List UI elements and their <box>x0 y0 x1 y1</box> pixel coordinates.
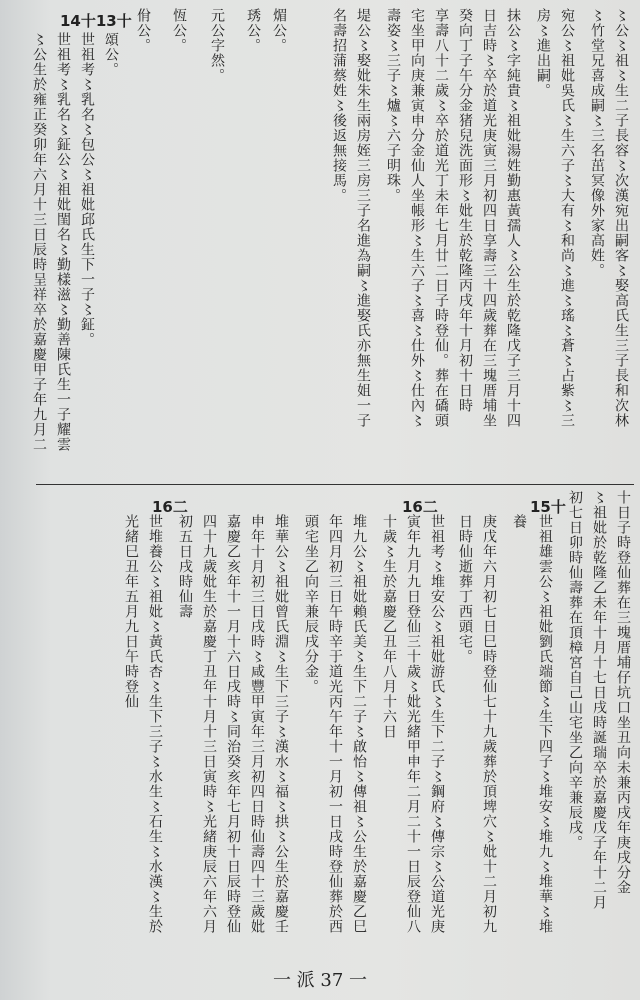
text-column: 十歲〻生於嘉慶乙丑年八月十六日 <box>381 514 397 739</box>
page-number: 一 派 37 一 <box>272 970 368 991</box>
text-column: 養 <box>511 514 527 529</box>
generation-marker: 15十 <box>530 498 566 516</box>
text-column: 光緒巳丑年五月九日午時登仙 <box>123 514 139 709</box>
section-divider <box>36 484 634 485</box>
text-column: 煝公。 <box>271 8 287 53</box>
text-column: 名壽招蒲蔡姓〻後返無接馬。 <box>331 8 347 203</box>
generation-marker: 16二 <box>402 498 438 516</box>
text-column: 世祖考〻乳名〻包公〻祖妣邱氏生下一子〻鉦。 <box>79 32 95 347</box>
generation-marker: 16二 <box>152 498 188 516</box>
text-column: 壽姿〻三子〻爐〻六子明珠。 <box>385 8 401 203</box>
text-column: 宅坐甲向庚兼寅申分金仙人坐帳形〻生六子〻喜〻仕外〻仕內〻 <box>409 8 425 428</box>
text-column: 申年十月初三日戌時〻咸豐甲寅年三月初四日時仙壽四十三歲妣 <box>249 514 265 934</box>
text-column: 日時仙逝葬丁西頭宅。 <box>457 514 473 664</box>
text-column: 寅年九月九日登仙三十歲〻妣光緒甲申年二月二十一日辰登仙八 <box>405 514 421 934</box>
text-column: 日吉時〻卒於道光庚寅三月初四日享壽三十四歲葬在三塊厝埔坐 <box>481 8 497 428</box>
text-column: 享壽八十二歲〻卒於道光丁未年七月廿二日子時登仙。葬在礄頭 <box>433 8 449 428</box>
text-column: 堤公〻娶妣朱生兩房姪三房三子名進為嗣〻進娶氏亦無生姐一子 <box>355 8 371 428</box>
text-column: 年四月初三日午時辛于道光丙午年十一月初一日戌時登仙葬於西 <box>327 514 343 934</box>
text-column: 世祖考〻堆安公〻祖妣游氏〻生下二子〻鋼府〻傳宗〻公道光庚 <box>429 514 445 934</box>
text-column: 〻公生於雍正癸卯年六月十三日辰時呈祥卒於嘉慶甲子年九月二 <box>31 32 47 452</box>
text-column: 四十九歲妣生於嘉慶丁丑年十月十三日寅時〻光緒庚辰六年六月 <box>201 514 217 934</box>
text-column: 宛公〻祖妣吳氏〻生六子〻大有〻和尚〻進〻瑤〻蒼〻占紫〻三 <box>559 8 575 428</box>
text-column: 房〻進出嗣。 <box>535 8 551 98</box>
text-column: 初五日戌時仙壽 <box>177 514 193 619</box>
text-column: 琇公。 <box>245 8 261 53</box>
top-section <box>0 8 640 480</box>
text-column: 堆華公〻祖妣曾氏淵〻生下三子〻漢水〻福〻拱〻公生於嘉慶壬 <box>273 514 289 934</box>
text-column: 嘉慶乙亥年十一月十六日戌時〻同治癸亥年七月初十日辰時登仙 <box>225 514 241 934</box>
text-column: 堆九公〻祖妣賴氏美〻生下二子〻啟怡〻傳祖〻公生於嘉慶乙巳 <box>351 514 367 934</box>
text-column: 世祖考〻乳名〻鉦公〻祖妣閨名〻勤樣滋〻勤善陳氏生一子耀雲 <box>55 32 71 452</box>
text-column: 〻公〻祖〻生二子長容〻次漢宛出嗣客〻娶高氏生三子長和次林 <box>613 8 629 428</box>
text-column: 頭宅坐乙向辛兼辰戌分金。 <box>303 514 319 694</box>
text-column: 世祖雄雲公〻祖妣劉氏端節〻生下四子〻堆安〻堆九〻堆華〻堆 <box>537 514 553 934</box>
generation-marker: 14十13十 <box>60 12 132 30</box>
text-column: 元公字然。 <box>209 8 225 83</box>
text-column: 癸向丁子午分金猪兒洗面形〻妣生於乾隆丙戌年十月初十日時 <box>457 8 473 413</box>
text-column: 頌公。 <box>103 32 119 77</box>
text-column: 〻竹堂兄喜成嗣〻三名茁冥像外家高姓。 <box>589 8 605 278</box>
text-column: 抹公〻字純貴〻祖妣湯姓勤惠黃孺人〻公生於乾隆戊子三月十四 <box>505 8 521 428</box>
text-column: 世堆養公〻祖妣〻黃氏杏〻生下三子〻水生〻石生〻水漢〻生於 <box>147 514 163 934</box>
text-column: 初七日卯時仙壽葬在頂樟宮自己山宅坐乙向辛兼辰戌。 <box>567 490 583 850</box>
bottom-section <box>0 490 640 960</box>
text-column: 恆公。 <box>171 8 187 53</box>
text-column: 〻祖妣於乾隆乙未年十月十七日戌時誕瑞卒於嘉慶戊子年十二月 <box>591 490 607 910</box>
text-column: 十日子時登仙葬在三塊厝埔仔坑口坐丑向未兼丙戌年庚戌分金 <box>615 490 631 895</box>
text-column: 佾公。 <box>135 8 151 53</box>
text-column: 庚戊年六月初七日巳時登仙七十九歲葬於頂埤穴〻妣十二月初九 <box>481 514 497 934</box>
